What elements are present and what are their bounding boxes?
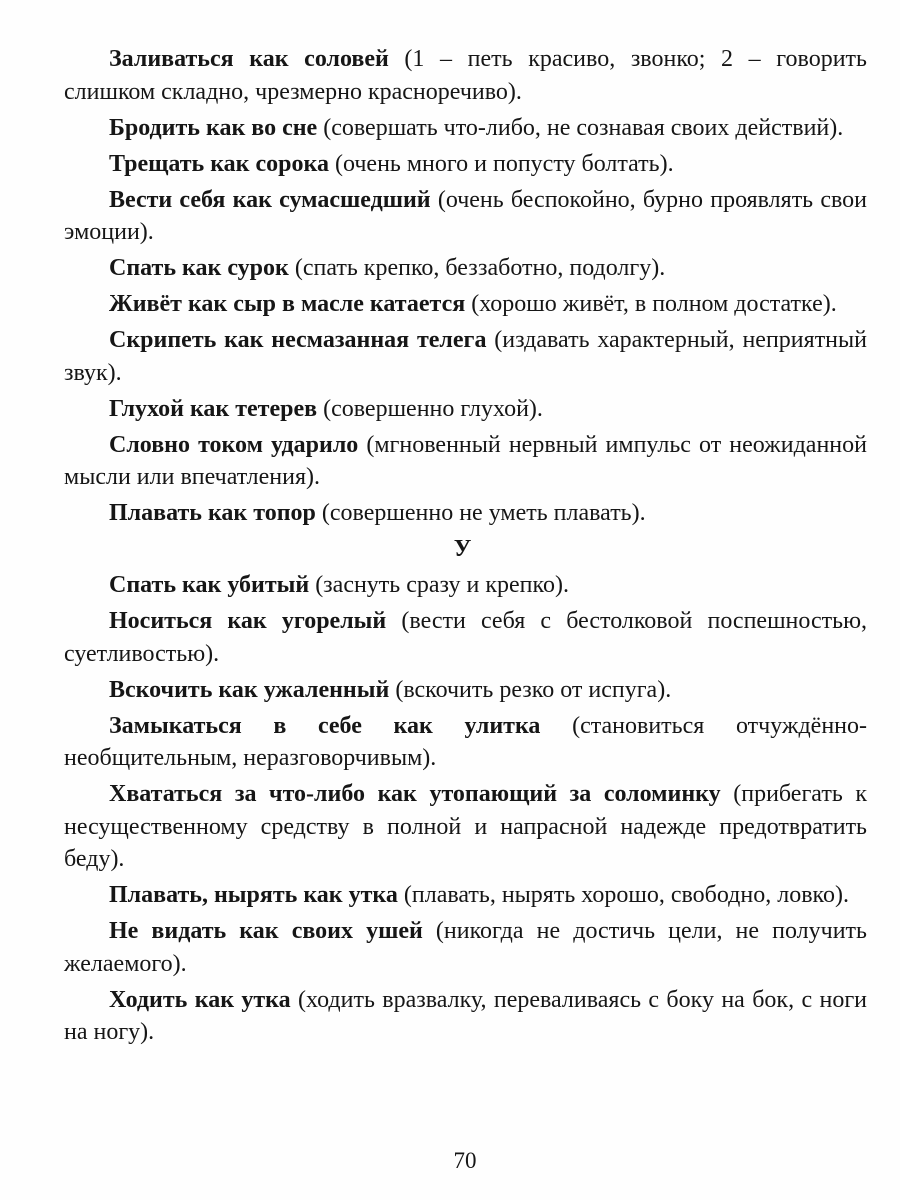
idiom-entry-plavat-kak-topor (64, 497, 867, 530)
idiom-definition: (вести себя с бестолковой поспешностью, суетливостью). (64, 608, 868, 667)
idiom-definition: (очень много и попусту болтать). (328, 150, 674, 177)
idiom-term: Словно током ударило (109, 431, 359, 458)
idiom-term: Плавать как топор (109, 500, 316, 526)
idiom-entry-zalivatsya (64, 43, 867, 108)
idiom-term: Спать как сурок (109, 255, 289, 281)
idiom-definition: (мгновенный нервный импульс от неожиданной мысли или впечатления). (64, 431, 867, 490)
idiom-term: Живёт как сыр в масле катается (109, 291, 466, 317)
idiom-term: Спать как убитый (109, 572, 310, 598)
idiom-entry-treshchat (64, 148, 867, 181)
idiom-entry-spat-kak-surok (64, 252, 867, 285)
idiom-definition: (становиться отчуждённо-необщительным, неразговорчивым). (64, 712, 867, 771)
idiom-definition: (спать крепко, беззаботно, подолгу). (288, 255, 666, 281)
idiom-definition: (прибегать к несущественному средству в полной и напрасной надежде предотвратить беду). (64, 781, 867, 872)
idiom-term: Не видать как своих ушей (109, 918, 423, 944)
idiom-definition: (совершенно глухой). (317, 395, 543, 422)
idiom-entry-skripet (64, 324, 867, 389)
idiom-definition: (1 – петь красиво, звонко; 2 – говорить слишком складно, чрезмерно красноречиво). (64, 46, 867, 105)
idiom-definition: (хорошо живёт, в полном достатке). (465, 291, 837, 317)
idiom-term: Вести себя как сумасшедший (109, 186, 431, 213)
idiom-term: Бродить как во сне (109, 114, 318, 141)
idiom-term: Плавать, нырять как утка (109, 882, 398, 908)
idiom-term: Глухой как тетерев (109, 395, 318, 422)
idiom-entry-vesti-sebya (64, 184, 867, 249)
idiom-term: Скрипеть как несмазанная телега (109, 327, 487, 353)
idiom-term: Носиться как угорелый (109, 608, 387, 634)
idiom-entry-spat-kak-ubityy (64, 569, 867, 602)
idiom-entry-plavat-nyryat (64, 879, 867, 912)
idiom-term: Заливаться как соловей (109, 46, 389, 72)
idiom-term: Трещать как сорока (109, 150, 329, 177)
idiom-definition: (совершенно не уметь плавать). (315, 500, 646, 526)
idiom-entry-vskochit (64, 674, 867, 707)
idiom-entry-zhivyot (64, 288, 867, 321)
idiom-entry-nositsya (64, 605, 867, 670)
idiom-definition: (ходить вразвалку, переваливаясь с боку на бок, с ноги на ногу). (64, 986, 868, 1045)
idiom-entry-brodit (64, 112, 867, 145)
idiom-term: Вскочить как ужаленный (109, 676, 390, 703)
idiom-entry-khvatatsya (64, 778, 867, 876)
idiom-definition: (очень беспокойно, бурно проявлять свои эмоции). (64, 186, 867, 245)
idiom-entry-khodit-kak-utka (64, 984, 867, 1049)
idiom-term: Замыкаться в себе как улитка (109, 712, 541, 739)
page-number: 70 (453, 1148, 477, 1173)
idiom-definition: (заснуть сразу и крепко). (309, 572, 569, 598)
idiom-definition: (никогда не достичь цели, не получить желаемого). (64, 918, 867, 977)
idiom-definition: (вскочить резко от испуга). (389, 676, 672, 703)
section-letter-heading: У (453, 536, 472, 562)
idiom-definition: (плавать, нырять хорошо, свободно, ловко). (397, 882, 849, 908)
idiom-entry-slovno-tokom (64, 429, 867, 494)
idiom-definition: (издавать характерный, неприятный звук). (64, 327, 867, 386)
idiom-term: Хвататься за что-либо как утопающий за соломинку (109, 781, 721, 807)
idiom-definition: (совершать что-либо, не сознавая своих действий). (317, 114, 844, 141)
idiom-entry-glukhoy (64, 393, 867, 426)
idiom-term: Ходить как утка (109, 986, 291, 1013)
idiom-entry-ne-vidat (64, 915, 867, 980)
idiom-entry-zamykatsya (64, 710, 867, 775)
